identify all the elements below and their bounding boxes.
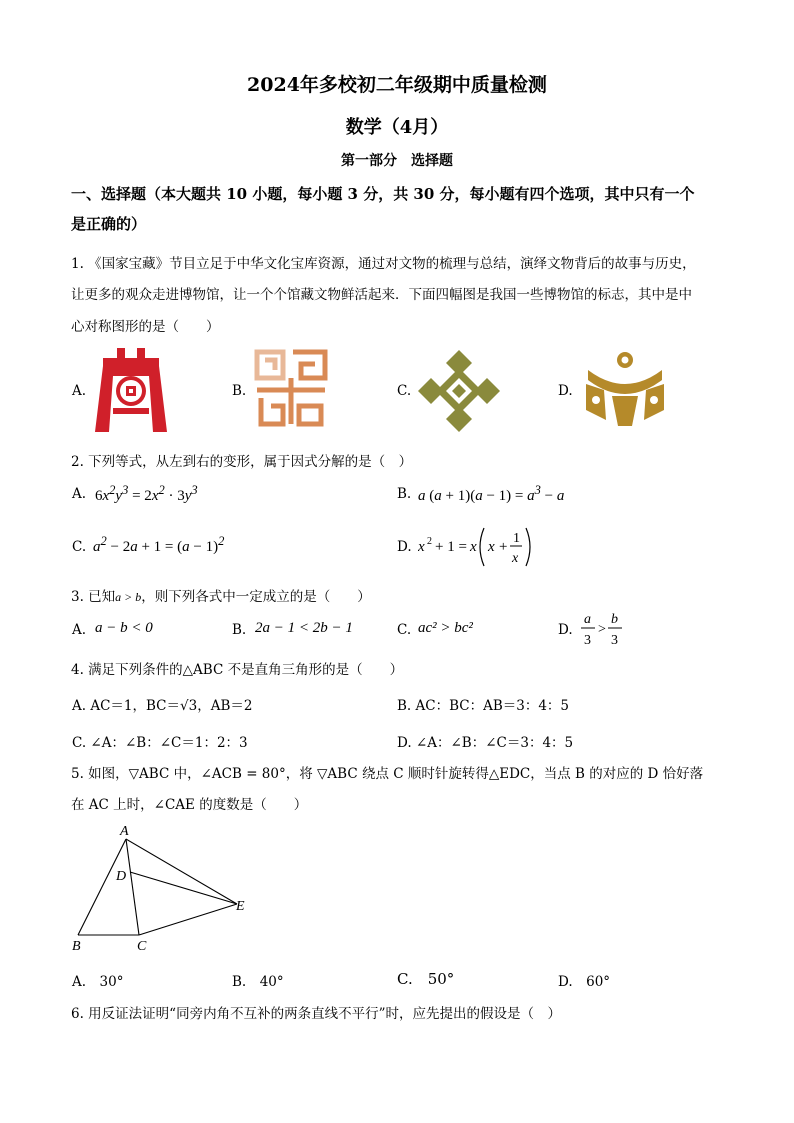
museum-logo-a <box>93 348 169 436</box>
section-heading-line2: 是正确的） <box>71 215 147 233</box>
q1-stem-line2: 让更多的观众走进博物馆，让一个个馆藏文物鲜活起来．下面四幅图是我国一些博物馆的标志，其中是中 <box>71 287 692 303</box>
museum-logo-c <box>418 350 500 436</box>
svg-text:b: b <box>611 612 618 627</box>
q5-option-a: A. 30° <box>72 974 124 990</box>
svg-text:x: x <box>488 539 495 555</box>
svg-text:x: x <box>470 539 477 555</box>
svg-text:>: > <box>598 622 606 637</box>
q4-option-a: A. AC＝1，BC＝√3，AB＝2 <box>72 698 253 714</box>
q3-stem: 3. 已知a > b，则下列各式中一定成立的是（ ） <box>71 589 371 605</box>
svg-text:a: a <box>584 612 591 627</box>
q3-condition: a > b <box>115 590 142 604</box>
q1-stem-line3: 心对称图形的是（ ） <box>71 319 220 335</box>
museum-logo-d <box>582 350 668 430</box>
q2-option-d-label: D. <box>397 539 412 555</box>
segment-ac <box>126 839 139 935</box>
point-c-label: C <box>137 939 147 954</box>
q3-option-d-label: D. <box>558 622 573 638</box>
point-a-label: A <box>120 824 129 839</box>
q5-stem-line2: 在 AC 上时，∠CAE 的度数是（ ） <box>71 797 308 813</box>
page-subtitle: 数学（4月） <box>345 117 449 138</box>
q1-option-d-label: D. <box>558 383 573 399</box>
svg-text:2: 2 <box>427 536 432 547</box>
q5-stem-line1: 5. 如图，▽ABC 中，∠ACB = 80°，将 ▽ABC 绕点 C 顺时针旋转得△EDC，当点 B 的对应的 D 恰好落 <box>71 766 704 782</box>
q3-option-a-expr: a − b < 0 <box>95 620 153 636</box>
q4-option-d: D. ∠A：∠B：∠C＝3：4：5 <box>397 735 574 751</box>
q4-stem: 4. 满足下列条件的△ABC 不是直角三角形的是（ ） <box>71 662 404 678</box>
segment-ab <box>78 839 126 935</box>
svg-text:x: x <box>512 551 519 566</box>
q3-option-c-expr: ac² > bc² <box>418 620 473 636</box>
part-heading: 第一部分 选择题 <box>341 153 453 169</box>
q3-option-a-label: A. <box>72 622 87 638</box>
q3-option-b-expr: 2a − 1 < 2b − 1 <box>255 620 353 636</box>
svg-text:+ 1 =: + 1 = <box>435 539 467 555</box>
q5-option-c: C. 50° <box>397 970 455 988</box>
q1-option-b-label: B. <box>232 383 247 399</box>
svg-text:+: + <box>499 539 508 555</box>
q4-option-b: B. AC：BC：AB＝3：4：5 <box>397 698 570 714</box>
section-heading-line1: 一、选择题（本大题共 10 小题，每小题 3 分，共 30 分，每小题有四个选项，其中只有一个 <box>71 185 695 203</box>
point-b-label: B <box>72 939 81 954</box>
q5-option-b: B. 40° <box>232 974 284 990</box>
q5-figure <box>70 822 260 962</box>
q3-option-d-expr <box>580 608 624 656</box>
q2-option-c-expr: $a^2 - 2a + 1 = (a - 1)^2$ <box>93 534 225 555</box>
svg-text:3: 3 <box>584 633 591 648</box>
point-e-label: E <box>236 899 245 914</box>
q1-stem-line1: 1. 《国家宝藏》节目立足于中华文化宝库资源，通过对文物的梳理与总结，演绎文物背后的故事与历史， <box>71 256 696 272</box>
q2-option-b-label: B. <box>397 486 412 502</box>
point-d-label: D <box>116 869 127 884</box>
q6-stem: 6. 用反证法证明“同旁内角不互补的两条直线不平行”时，应先提出的假设是（ ） <box>71 1006 561 1022</box>
segment-de <box>130 872 237 904</box>
q1-option-a-label: A. <box>72 383 87 399</box>
svg-text:3: 3 <box>611 633 618 648</box>
q1-option-c-label: C. <box>397 383 412 399</box>
svg-text:1: 1 <box>513 531 520 546</box>
q3-option-c-label: C. <box>397 622 412 638</box>
q2-option-b-expr: a $(a + 1)(a - 1) = a^3 - a$ <box>418 483 565 504</box>
q4-option-c: C. ∠A：∠B：∠C＝1：2：3 <box>72 735 248 751</box>
q2-stem: 2. 下列等式，从左到右的变形，属于因式分解的是（ ） <box>71 454 413 470</box>
q2-option-d-expr <box>418 524 538 574</box>
segment-ae <box>126 839 237 904</box>
q2-option-a-expr: $6x^2y^3 = 2x^2 \cdot 3y^3$ <box>95 483 198 504</box>
page-title: 2024年多校初二年级期中质量检测 <box>247 74 547 96</box>
museum-logo-b <box>253 348 329 432</box>
q2-option-a-label: A. <box>72 486 87 502</box>
q2-option-c-label: C. <box>72 539 87 555</box>
svg-text:x: x <box>418 539 425 555</box>
segment-ce <box>139 904 237 935</box>
q5-option-d: D. 60° <box>558 974 611 990</box>
q3-option-b-label: B. <box>232 622 247 638</box>
